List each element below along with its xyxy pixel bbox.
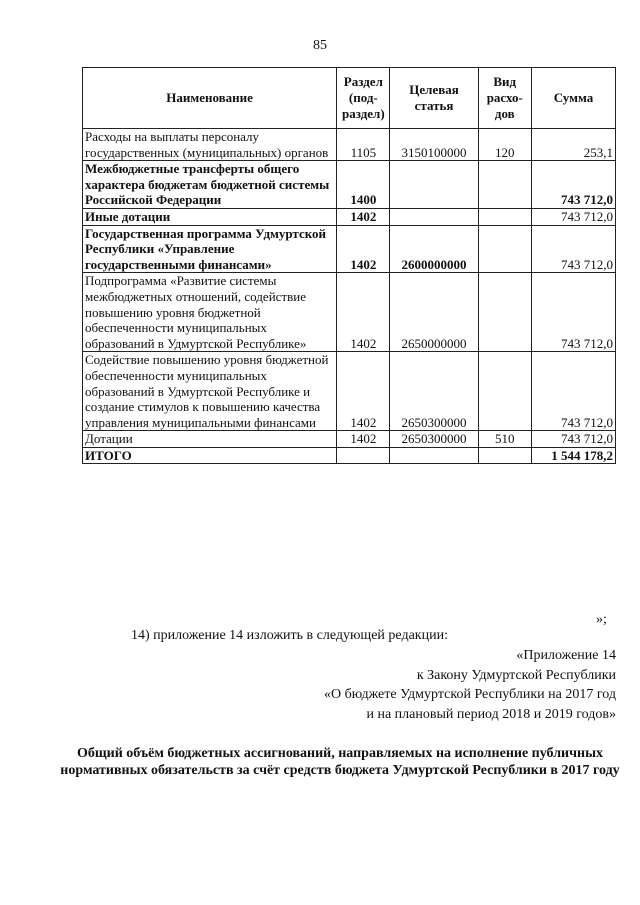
table-row [83,225,616,273]
row-name-cell: Иные дотации [83,208,337,225]
table-row [83,208,616,225]
section-heading: Общий объём бюджетных ассигнований, направляемых на исполнение публичных нормативных обязательств за счёт средств бюджета Удмуртской Республики в 2017 году [60,746,620,778]
header-section: Раздел (под-раздел) [337,68,390,129]
row-target-cell: 3150100000 [390,129,478,161]
row-sum-cell: 743 712,0 [531,208,615,225]
amendment-paragraph: 14) приложение 14 изложить в следующей редакции: [131,628,448,643]
appendix-line: «Приложение 14 [516,648,616,663]
header-target: Целевая статья [390,68,478,129]
appendix-line: «О бюджете Удмуртской Республики на 2017 год [323,687,616,702]
header-kind: Вид расхо-дов [478,68,531,129]
row-section-cell: 1402 [337,208,390,225]
row-kind-cell [478,447,531,464]
row-name-cell: Дотации [83,431,337,448]
row-kind-cell [478,273,531,352]
header-sum: Сумма [531,68,615,129]
row-section-cell: 1105 [337,129,390,161]
row-target-cell: 2650300000 [390,352,478,431]
row-section-cell: 1402 [337,225,390,273]
page-number: 85 [313,38,327,53]
row-sum-cell: 743 712,0 [531,273,615,352]
table-row [83,447,616,464]
row-kind-cell: 510 [478,431,531,448]
row-name-cell: Содействие повышению уровня бюджетной обеспеченности муниципальных образований в Удмуртской Республике и создание стимулов к повышению качества управления муниципальными финансами [83,352,337,431]
row-target-cell [390,447,478,464]
row-name-cell: Расходы на выплаты персоналу государственных (муниципальных) органов [83,129,337,161]
row-kind-cell [478,352,531,431]
row-name-cell: Государственная программа Удмуртской Республики «Управление государственными финансами» [83,225,337,273]
row-sum-cell: 743 712,0 [531,352,615,431]
budget-table [82,67,616,464]
row-sum-cell: 253,1 [531,129,615,161]
row-name-cell: Подпрограмма «Развитие системы межбюджетных отношений, содействие повышению уровня бюджетной обеспеченности муниципальных образований в Удмуртской Республике» [83,273,337,352]
row-target-cell: 2650300000 [390,431,478,448]
row-sum-cell: 1 544 178,2 [531,447,615,464]
table-header-row [83,68,616,129]
row-section-cell: 1402 [337,273,390,352]
appendix-line: и на плановый период 2018 и 2019 годов» [366,706,616,722]
row-kind-cell [478,208,531,225]
closing-mark: »; [596,612,607,627]
row-name-cell: ИТОГО [83,447,337,464]
row-kind-cell [478,161,531,209]
row-section-cell: 1400 [337,161,390,209]
table-body [83,129,616,464]
row-sum-cell: 743 712,0 [531,161,615,209]
appendix-reference [324,646,616,724]
row-target-cell: 2650000000 [390,273,478,352]
row-section-cell [337,447,390,464]
header-name: Наименование [83,68,337,129]
row-kind-cell: 120 [478,129,531,161]
row-name-cell: Межбюджетные трансферты общего характера бюджетам бюджетной системы Российской Федерации [83,161,337,209]
row-sum-cell: 743 712,0 [531,431,615,448]
row-section-cell: 1402 [337,431,390,448]
appendix-line: к Закону Удмуртской Республики [416,667,616,683]
table-row [83,129,616,161]
row-target-cell [390,208,478,225]
row-section-cell: 1402 [337,352,390,431]
table-row [83,273,616,352]
row-kind-cell [478,225,531,273]
table-row [83,161,616,209]
table-row [83,431,616,448]
row-target-cell: 2600000000 [390,225,478,273]
table-row [83,352,616,431]
row-target-cell [390,161,478,209]
row-sum-cell: 743 712,0 [531,225,615,273]
